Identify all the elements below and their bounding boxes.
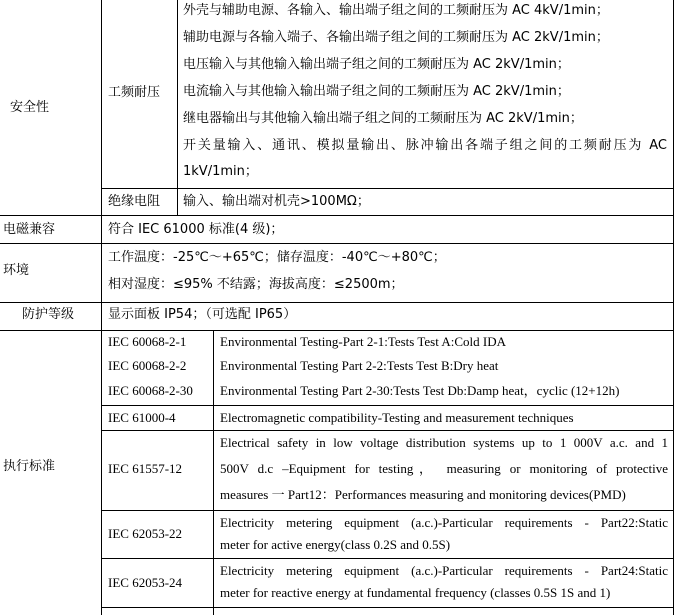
- std-desc-62053-24-line-2: meter for reactive energy at fundamental frequency (classes 0.5S 1S and 1): [220, 585, 611, 600]
- std-desc-62053-22-line-2: meter for active energy(class 0.2S and 0.5S): [220, 537, 451, 552]
- environment-line-1: 工作温度：-25℃～+65℃；储存温度：-40℃～+80℃；: [108, 250, 446, 265]
- power-freq-line-6: 开关量输入、通讯、模拟量输出、脉冲输出各端子组之间的工频耐压为 AC: [183, 138, 667, 153]
- row-line-std-4: [101, 558, 674, 559]
- power-freq-line-7: 1kV/1min；: [183, 164, 258, 179]
- category-safety: 安全性: [10, 100, 50, 115]
- std-desc-62053-24-line-1: Electricity metering equipment (a.c.)-Particular requirements - Part24:Static: [220, 563, 668, 578]
- col-divider-2: [177, 0, 178, 215]
- power-freq-line-3: 电压输入与其他输入输出端子组之间的工频耐压为 AC 2kV/1min；: [183, 57, 570, 72]
- std-desc-60068-2-30: Environmental Testing Part 2-30:Tests Test Db:Damp heat，cyclic (12+12h): [220, 383, 620, 398]
- row-line-std-2: [101, 430, 674, 431]
- std-code-60068-2-1: IEC 60068-2-1: [108, 334, 187, 349]
- std-code-61000-4: IEC 61000-4: [108, 410, 176, 425]
- environment-line-2: 相对湿度：≤95% 不结露；海拔高度：≤2500m；: [108, 277, 404, 292]
- col-divider-1: [101, 0, 102, 615]
- row-line-std-3: [101, 510, 674, 511]
- col-divider-3: [213, 330, 214, 615]
- category-emc: 电磁兼容: [3, 222, 56, 237]
- std-desc-61000-4: Electromagnetic compatibility-Testing and measurement techniques: [220, 410, 574, 425]
- power-freq-line-5: 继电器输出与其他输入输出端子组之间的工频耐压为 AC 2kV/1min；: [183, 111, 583, 126]
- std-code-60068-2-30: IEC 60068-2-30: [108, 383, 193, 398]
- row-line-safety-sub: [101, 188, 674, 189]
- std-desc-61557-12-line-2: 500V d.c –Equipment for testing， measuring or monitoring of protective: [220, 461, 668, 476]
- category-protection: 防护等级: [22, 307, 75, 322]
- std-desc-62053-22-line-1: Electricity metering equipment (a.c.)-Particular requirements - Part22:Static: [220, 515, 668, 530]
- protection-value: 显示面板 IP54；（可选配 IP65）: [108, 307, 297, 322]
- std-code-62053-24: IEC 62053-24: [108, 575, 183, 590]
- row-line-std-5: [101, 607, 674, 608]
- emc-value: 符合 IEC 61000 标准(4 级)；: [108, 222, 284, 237]
- std-desc-60068-2-1: Environmental Testing-Part 2-1:Tests Test A:Cold IDA: [220, 334, 507, 349]
- power-freq-line-1: 外壳与辅助电源、各输入、输出端子组之间的工频耐压为 AC 4kV/1min；: [183, 3, 609, 18]
- row-line-protection-end: [0, 330, 674, 331]
- row-line-std-1: [101, 405, 674, 406]
- row-line-emc-end: [0, 243, 674, 244]
- power-freq-line-4: 电流输入与其他输入输出端子组之间的工频耐压为 AC 2kV/1min；: [183, 84, 570, 99]
- std-code-61557-12: IEC 61557-12: [108, 461, 183, 476]
- std-desc-60068-2-2: Environmental Testing Part 2-2:Tests Test B:Dry heat: [220, 358, 499, 373]
- sublabel-insulation: 绝缘电阻: [108, 194, 161, 209]
- insulation-value: 输入、输出端对机壳>100MΩ；: [183, 194, 370, 209]
- category-environment: 环境: [3, 263, 30, 278]
- sublabel-power-freq: 工频耐压: [108, 85, 161, 100]
- std-code-62053-22: IEC 62053-22: [108, 526, 183, 541]
- std-desc-61557-12-line-3: measures 一 Part12：Performances measuring and monitoring devices(PMD): [220, 487, 626, 502]
- power-freq-line-2: 辅助电源与各输入端子、各输出端子组之间的工频耐压为 AC 2kV/1min；: [183, 30, 609, 45]
- category-standards: 执行标准: [3, 459, 56, 474]
- row-line-env-end: [0, 302, 674, 303]
- std-code-60068-2-2: IEC 60068-2-2: [108, 358, 187, 373]
- std-desc-61557-12-line-1: Electrical safety in low voltage distribution systems up to 1 000V a.c. and 1: [220, 435, 668, 450]
- row-line-safety-end: [0, 215, 674, 216]
